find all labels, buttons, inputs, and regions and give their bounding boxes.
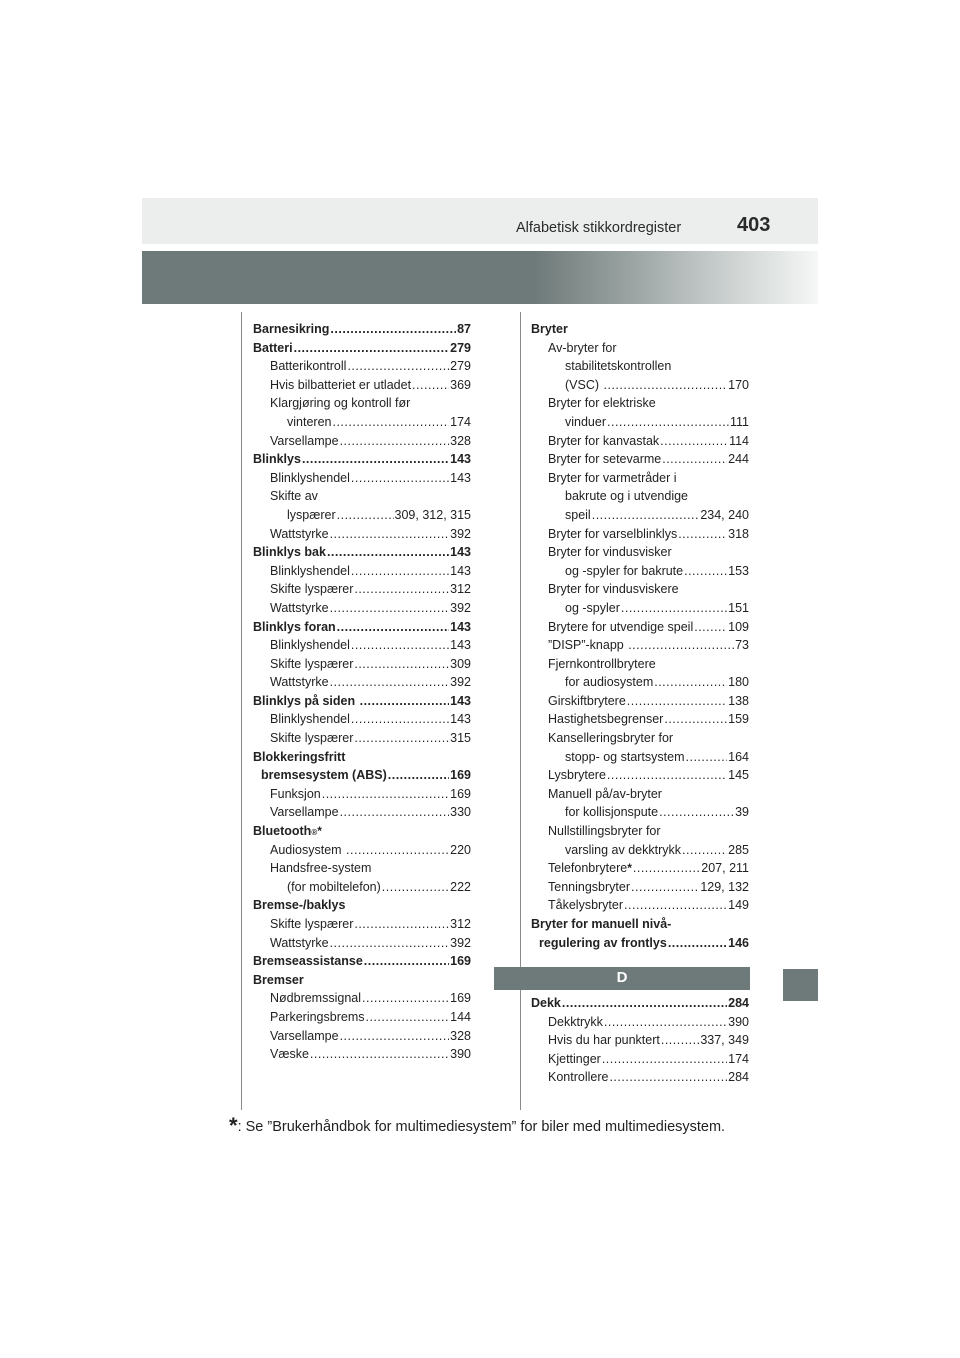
index-entry (531, 339, 749, 358)
entry-text: vinduer (565, 414, 606, 429)
entry-text: Blinklys (253, 452, 301, 467)
entry-text: Parkeringsbrems (270, 1009, 365, 1024)
entry-text: Girskiftbrytere (548, 693, 626, 708)
entry-page-ref: 169 (450, 954, 471, 969)
dot-leader (347, 357, 449, 376)
dot-leader (633, 859, 700, 878)
entry-page-ref: 318 (728, 526, 749, 541)
index-entry (253, 339, 471, 358)
entry-text: (VSC) (565, 377, 603, 392)
dot-leader (624, 896, 727, 915)
entry-text: for audiosystem (565, 675, 654, 690)
index-entry (253, 543, 471, 562)
entry-page-ref: 164 (728, 749, 749, 764)
entry-text: Funksjon (270, 786, 321, 801)
index-entry (253, 562, 471, 581)
entry-text: Skifte lyspærer (270, 731, 354, 746)
index-entry (253, 934, 471, 953)
index-entry (531, 822, 749, 841)
entry-text: Lysbrytere (548, 768, 606, 783)
entry-text: Blokkeringsfritt (253, 749, 346, 764)
section-side-tab (783, 969, 818, 1001)
entry-text: Varsellampe (270, 433, 339, 448)
index-entry (531, 636, 749, 655)
entry-text: Wattstyrke (270, 675, 329, 690)
index-entry (253, 878, 471, 897)
entry-page-ref: 143 (450, 452, 471, 467)
entry-page-ref: 129, 132 (700, 879, 749, 894)
entry-page-ref: 315 (450, 731, 471, 746)
entry-text: Bryter for varmetråder i (548, 470, 677, 485)
index-entry (253, 376, 471, 395)
entry-text: Manuell på/av-bryter (548, 786, 662, 801)
entry-text: Batterikontroll (270, 359, 347, 374)
entry-text: Av-bryter for (548, 340, 617, 355)
index-entry (531, 506, 749, 525)
dot-leader (322, 785, 449, 804)
dot-leader (412, 376, 449, 395)
dot-leader (678, 525, 727, 544)
entry-text: Skifte lyspærer (270, 917, 354, 931)
dot-leader (382, 878, 449, 897)
entry-text: Bryter for vindusvisker (548, 545, 672, 560)
entry-text: Klargjøring og kontroll før (270, 396, 411, 411)
index-entry: Telefonbrytere * ..... 207, 211 (531, 859, 749, 878)
entry-text: Skifte lyspærer (270, 656, 354, 671)
entry-page-ref: 143 (450, 470, 471, 485)
index-entry (253, 655, 471, 674)
entry-text: Wattstyrke (270, 600, 329, 615)
index-entry (253, 766, 471, 785)
entry-page-ref: 109 (728, 619, 749, 634)
entry-text: Blinklyshendel (270, 563, 350, 578)
entry-page-ref: 143 (450, 563, 471, 578)
entry-text: Blinklyshendel (270, 712, 350, 727)
entry-text: Nødbremssignal (270, 991, 362, 1006)
dot-leader (664, 710, 727, 729)
footnote-text: : Se ”Brukerhåndbok for multimediesystem” for biler med multimediesystem. (237, 1119, 726, 1135)
index-column-left (253, 320, 471, 1064)
entry-page-ref: 159 (728, 712, 749, 727)
entry-text: Skifte av (270, 489, 318, 504)
entry-page-ref: 369 (450, 377, 471, 392)
entry-page-ref: 87 (457, 322, 471, 336)
entry-text: Bryter for setevarme (548, 452, 662, 467)
dot-leader (388, 766, 449, 785)
entry-page-ref: 143 (450, 712, 471, 727)
entry-text: Hvis bilbatteriet er utladet (270, 377, 412, 392)
entry-page-ref: 39 (735, 805, 749, 820)
index-entry (253, 636, 471, 655)
index-entry (531, 525, 749, 544)
entry-page-ref: 143 (450, 638, 471, 653)
entry-text: Dekk (531, 996, 561, 1010)
index-entry (253, 413, 471, 432)
dot-leader (659, 803, 734, 822)
index-entry (253, 1045, 471, 1064)
index-entry (531, 580, 749, 599)
index-column-right (531, 320, 749, 952)
index-entry (253, 506, 471, 525)
dot-leader (365, 1008, 449, 1027)
entry-text: Audiosystem (270, 842, 346, 857)
dot-leader (654, 673, 727, 692)
entry-text: varsling av dekktrykk (565, 842, 682, 857)
dot-leader (607, 413, 729, 432)
dot-leader (660, 432, 728, 451)
index-entry (531, 994, 749, 1013)
entry-text: Bremse-/baklys (253, 898, 346, 913)
dot-leader (631, 878, 699, 897)
entry-text: stopp- og startsystem (565, 749, 685, 764)
entry-page-ref: 330 (450, 805, 471, 820)
dot-leader (302, 450, 449, 469)
page-header-title: Alfabetisk stikkordregister (516, 220, 682, 236)
dot-leader (662, 450, 727, 469)
entry-text: Bryter for vindusviskere (548, 582, 679, 597)
entry-page-ref: 180 (728, 675, 749, 690)
index-column-d (531, 994, 749, 1087)
index-entry (531, 896, 749, 915)
dot-leader (330, 599, 450, 618)
entry-text: Væske (270, 1047, 309, 1062)
entry-text: Bryter for kanvastak (548, 433, 660, 448)
dot-leader (607, 766, 727, 785)
dot-leader (351, 469, 449, 488)
entry-text: bakrute og i utvendige (565, 489, 689, 504)
index-entry (253, 952, 471, 971)
index-entry (531, 1068, 749, 1087)
index-entry (253, 841, 471, 860)
index-entry: Bluetooth ® * (253, 822, 471, 841)
page-number: 403 (737, 214, 771, 236)
dot-leader (310, 1045, 449, 1064)
index-entry (253, 320, 471, 339)
entry-page-ref: 169 (450, 768, 471, 783)
entry-text: Blinklys på siden (253, 693, 359, 708)
index-entry (531, 1013, 749, 1032)
index-entry (531, 376, 749, 395)
section-letter-d: D (494, 967, 750, 990)
entry-text: (for mobiltelefon) (287, 879, 381, 894)
entry-text: Blinklys foran (253, 619, 336, 634)
dot-leader (661, 1031, 699, 1050)
index-entry (531, 710, 749, 729)
dot-leader (604, 1013, 727, 1032)
entry-text: Bryter for manuell nivå- (531, 917, 672, 931)
index-entry (531, 1031, 749, 1050)
dot-leader (604, 376, 728, 395)
entry-page-ref: 309 (450, 656, 471, 671)
entry-text: Blinklyshendel (270, 638, 350, 653)
dot-leader (294, 339, 450, 358)
entry-page-ref: 143 (450, 619, 471, 634)
index-entry (253, 1027, 471, 1046)
entry-text: stabilitetskontrollen (565, 359, 672, 374)
index-entry (253, 1008, 471, 1027)
entry-text: Hastighetsbegrenser (548, 712, 664, 727)
entry-page-ref: 114 (729, 433, 749, 448)
entry-page-ref: 111 (729, 414, 749, 429)
entry-text: og -spyler for bakrute (565, 563, 684, 578)
entry-page-ref: 145 (728, 768, 749, 783)
entry-page-ref: 244 (728, 452, 749, 467)
entry-text: bremsesystem (ABS) (261, 768, 387, 783)
index-entry (253, 357, 471, 376)
index-entry (531, 618, 749, 637)
entry-text: Fjernkontrollbrytere (548, 656, 656, 671)
index-entry (531, 394, 749, 413)
index-entry (253, 525, 471, 544)
entry-page-ref: 73 (735, 638, 749, 653)
entry-text: lyspærer (287, 507, 336, 522)
entry-text: Bryter for elektriske (548, 396, 656, 411)
index-entry (531, 878, 749, 897)
entry-text: Varsellampe (270, 1028, 339, 1043)
entry-page-ref: 174 (450, 414, 471, 429)
entry-page-ref: 146 (728, 935, 749, 950)
entry-page-ref: 144 (450, 1009, 471, 1024)
entry-page-ref: 328 (450, 1028, 471, 1043)
dot-leader (609, 1068, 727, 1087)
dot-leader (628, 636, 734, 655)
entry-page-ref: 279 (450, 340, 471, 355)
entry-text: Varsellampe (270, 805, 339, 820)
dot-leader (332, 413, 449, 432)
index-entry (531, 841, 749, 860)
index-entry (253, 599, 471, 618)
index-entry (531, 357, 749, 376)
dot-leader (330, 934, 450, 953)
entry-page-ref: 169 (450, 991, 471, 1006)
index-entry (253, 692, 471, 711)
index-entry (531, 915, 749, 934)
entry-page-ref: 174 (728, 1051, 749, 1066)
dot-leader (354, 580, 449, 599)
dot-leader (562, 994, 727, 1013)
entry-text: Bremser (253, 972, 304, 987)
index-entry (531, 692, 749, 711)
dot-leader (330, 320, 456, 339)
index-entry (253, 989, 471, 1008)
index-entry (253, 803, 471, 822)
entry-text: Wattstyrke (270, 526, 329, 541)
entry-text: Kontrollere (548, 1070, 609, 1085)
entry-page-ref: 390 (450, 1047, 471, 1062)
entry-text: Wattstyrke (270, 935, 329, 950)
entry-text: Bremseassistanse (253, 954, 363, 969)
dot-leader (686, 748, 728, 767)
entry-page-ref: 169 (450, 786, 471, 801)
dot-leader (337, 618, 449, 637)
index-entry (531, 748, 749, 767)
entry-text: vinteren (287, 414, 332, 429)
dot-leader (362, 989, 449, 1008)
index-entry (253, 785, 471, 804)
entry-page-ref: 392 (450, 600, 471, 615)
entry-text: for kollisjonspute (565, 805, 659, 820)
entry-page-ref: 328 (450, 433, 471, 448)
index-entry (531, 1050, 749, 1069)
index-entry (253, 394, 471, 413)
entry-text: Tenningsbryter (548, 879, 630, 894)
entry-page-ref: 222 (450, 879, 471, 894)
entry-text: Dekktrykk (548, 1014, 603, 1029)
dot-leader (330, 673, 450, 692)
column-divider-middle (520, 312, 521, 1110)
entry-page-ref: 392 (450, 675, 471, 690)
footnote-star: * (229, 1113, 238, 1138)
dot-leader (354, 915, 449, 934)
entry-text: Handsfree-system (270, 861, 372, 876)
entry-page-ref: 138 (728, 693, 749, 708)
entry-page-ref: 390 (728, 1014, 749, 1029)
dot-leader (340, 1027, 450, 1046)
index-entry (253, 469, 471, 488)
entry-text: regulering av frontlys (539, 935, 667, 950)
dot-leader (682, 841, 727, 860)
index-entry (253, 432, 471, 451)
entry-page-ref: 207, 211 (701, 861, 749, 876)
index-entry (253, 487, 471, 506)
entry-text: Kjettinger (548, 1051, 601, 1066)
entry-page-ref: 312 (450, 917, 471, 931)
index-entry (531, 934, 749, 953)
entry-text: Kanselleringsbryter for (548, 731, 674, 746)
dot-leader (684, 562, 727, 581)
index-entry (253, 915, 471, 934)
entry-page-ref: 284 (728, 1070, 749, 1085)
column-divider-left (241, 312, 242, 1110)
index-entry (531, 729, 749, 748)
entry-text: speil (565, 507, 591, 522)
entry-page-ref: 220 (450, 842, 471, 857)
dot-leader (351, 562, 449, 581)
index-entry (531, 599, 749, 618)
dot-leader (592, 506, 700, 525)
dot-leader (337, 506, 394, 525)
index-entry (531, 673, 749, 692)
entry-text: Blinklys bak (253, 545, 326, 560)
dot-leader (354, 729, 449, 748)
entry-text: Tåkelysbryter (548, 898, 624, 913)
dot-leader (694, 618, 727, 637)
index-entry (531, 766, 749, 785)
entry-text: Blinklyshendel (270, 470, 350, 485)
dot-leader (346, 841, 449, 860)
dot-leader (340, 803, 450, 822)
entry-text: ”DISP”-knapp (548, 638, 628, 653)
entry-page-ref: 170 (728, 377, 749, 392)
entry-text: Telefonbrytere (548, 861, 628, 876)
index-entry (253, 896, 471, 915)
entry-page-ref: 392 (450, 935, 471, 950)
entry-page-ref: 285 (728, 842, 749, 857)
index-entry (531, 562, 749, 581)
index-entry (531, 543, 749, 562)
dot-leader (602, 1050, 727, 1069)
entry-page-ref: 392 (450, 526, 471, 541)
decorative-gradient-bar (142, 251, 818, 304)
entry-text: Bluetooth (253, 824, 312, 839)
index-entry (253, 729, 471, 748)
index-entry (253, 618, 471, 637)
entry-text: Batteri (253, 340, 293, 355)
entry-page-ref: 143 (450, 693, 471, 708)
entry-page-ref: 143 (450, 545, 471, 560)
index-entry (253, 748, 471, 767)
dot-leader (627, 692, 727, 711)
index-entry (531, 320, 749, 339)
index-entry (253, 580, 471, 599)
dot-leader (340, 432, 450, 451)
index-entry (531, 655, 749, 674)
index-entry (531, 803, 749, 822)
entry-text: Skifte lyspærer (270, 582, 354, 597)
entry-page-ref: 309, 312, 315 (394, 507, 471, 522)
dot-leader (364, 952, 449, 971)
entry-page-ref: 337, 349 (700, 1033, 749, 1048)
entry-page-ref: 153 (728, 563, 749, 578)
entry-page-ref: 234, 240 (700, 507, 749, 522)
entry-text: Nullstillingsbryter for (548, 824, 661, 839)
entry-text: Bryter (531, 322, 568, 336)
index-entry (531, 413, 749, 432)
index-entry (253, 710, 471, 729)
index-entry (253, 859, 471, 878)
entry-page-ref: 312 (450, 582, 471, 597)
dot-leader (668, 934, 727, 953)
entry-text: Bryter for varselblinklys (548, 526, 678, 541)
index-entry (531, 469, 749, 488)
header-band (142, 198, 818, 244)
entry-text: Brytere for utvendige speil (548, 619, 694, 634)
index-entry (531, 432, 749, 451)
entry-text: Barnesikring (253, 322, 330, 336)
dot-leader (330, 525, 450, 544)
index-entry (531, 487, 749, 506)
entry-page-ref: 151 (728, 600, 749, 615)
dot-leader (621, 599, 727, 618)
dot-leader (351, 710, 449, 729)
footnote (229, 1113, 725, 1139)
entry-page-ref: 149 (728, 898, 749, 913)
entry-text: og -spyler (565, 600, 620, 615)
entry-page-ref: 279 (450, 359, 471, 374)
dot-leader (351, 636, 449, 655)
entry-page-ref: 284 (728, 996, 749, 1010)
index-entry (531, 785, 749, 804)
index-entry (253, 971, 471, 990)
index-entry (253, 450, 471, 469)
entry-text: Hvis du har punktert (548, 1033, 660, 1048)
index-entry (531, 450, 749, 469)
dot-leader (354, 655, 449, 674)
dot-leader (360, 692, 450, 711)
dot-leader (327, 543, 449, 562)
index-entry (253, 673, 471, 692)
